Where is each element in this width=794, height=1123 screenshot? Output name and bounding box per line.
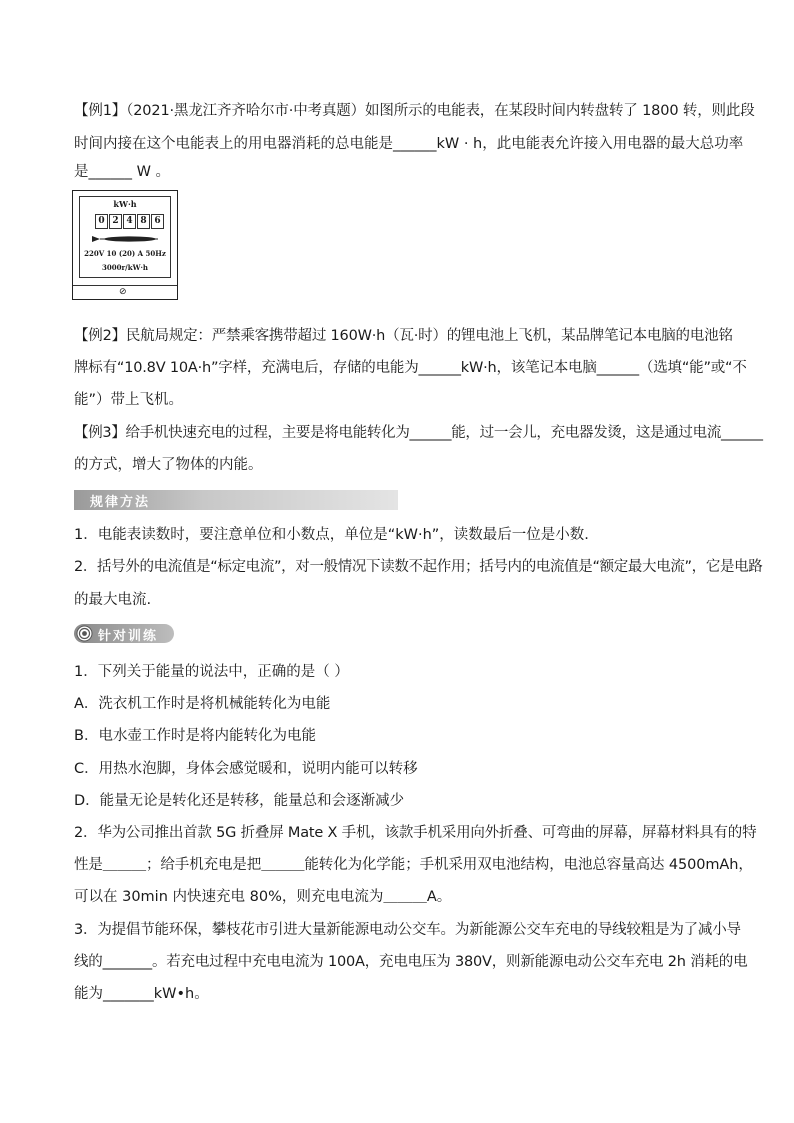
- method-line-1: 1．电能表读数时，要注意单位和小数点，单位是“kW·h”，读数最后一位是小数.: [74, 527, 589, 543]
- method-section-banner: [74, 490, 398, 510]
- meter-faceplate: [79, 196, 171, 278]
- training-section-title: 针对训练: [98, 629, 159, 644]
- meter-spec-rating: 220V 10 (20) A 50Hz: [84, 249, 166, 258]
- example-1-line-1: 【例1】（2021·黑龙江齐齐哈尔市·中考真题）如图所示的电能表，在某段时间内转盘转了 1800 转，则此段: [74, 103, 755, 119]
- meter-spec-constant: 3000r/kW·h: [102, 263, 148, 272]
- training-line: 线的_______。若充电过程中充电电流为 100A，充电电压为 380V，则新能源电动公交车充电 2h 消耗的电: [74, 954, 748, 970]
- example-2-line-2: 牌标有“10.8V 10A·h”字样，充满电后，存储的电能为______kW·h，该笔记本电脑______（选填“能”或“不: [74, 360, 747, 376]
- meter-digit: 2: [109, 214, 122, 229]
- training-line: 性是＿＿＿；给手机充电是把＿＿＿能转化为化学能；手机采用双电池结构，电池总容量高达 4500mAh，: [74, 857, 753, 873]
- meter-unit-label: kW·h: [113, 199, 137, 209]
- electricity-meter-figure: [72, 190, 178, 300]
- training-section-badge: [74, 624, 174, 643]
- rotation-arrow-icon: [92, 235, 160, 243]
- meter-divider: [73, 285, 177, 286]
- example-1-line-2: 时间内接在这个电能表上的用电器消耗的总电能是______kW · h，此电能表允许接入用电器的最大总功率: [74, 136, 744, 152]
- method-section-title: 规律方法: [90, 495, 151, 510]
- method-line-3: 的最大电流.: [74, 592, 152, 608]
- example-2-line-3: 能”）带上飞机。: [74, 392, 184, 408]
- meter-digit-decimal: 6: [151, 214, 164, 229]
- training-line: 2．华为公司推出首款 5G 折叠屏 Mate X 手机，该款手机采用向外折叠、可弯曲的屏幕，屏幕材料具有的特: [74, 825, 757, 841]
- training-line: C．用热水泡脚，身体会感觉暖和，说明内能可以转移: [74, 761, 418, 777]
- method-line-2: 2．括号外的电流值是“标定电流”，对一般情况下读数不起作用；括号内的电流值是“额定最大电流”，它是电路: [74, 559, 763, 575]
- training-line: 可以在 30min 内快速充电 80%，则充电电流为＿＿＿A。: [74, 889, 452, 905]
- training-line: 能为_______kW•h。: [74, 986, 209, 1002]
- screw-icon: ⊘: [119, 287, 127, 297]
- example-2-line-1: 【例2】民航局规定：严禁乘客携带超过 160W·h（瓦·时）的锂电池上飞机，某品牌笔记本电脑的电池铭: [74, 328, 733, 344]
- meter-digit: 0: [95, 214, 108, 229]
- training-line: B．电水壶工作时是将内能转化为电能: [74, 728, 316, 744]
- training-line: A．洗衣机工作时是将机械能转化为电能: [74, 696, 331, 712]
- example-3-line-1: 【例3】给手机快速充电的过程，主要是将电能转化为______能，过一会儿，充电器发烫，这是通过电流______: [74, 425, 763, 441]
- training-line: 1．下列关于能量的说法中，正确的是（ ）: [74, 664, 349, 680]
- target-icon: [76, 625, 93, 642]
- meter-digit: 4: [123, 214, 136, 229]
- meter-digit: 8: [137, 214, 150, 229]
- example-1-line-3: 是______ W 。: [74, 164, 171, 180]
- meter-digit-row: [95, 214, 165, 229]
- training-line: 3．为提倡节能环保，攀枝花市引进大量新能源电动公交车。为新能源公交车充电的导线较粗是为了减小导: [74, 922, 741, 938]
- training-line: D．能量无论是转化还是转移，能量总和会逐渐减少: [74, 793, 405, 809]
- example-3-line-2: 的方式，增大了物体的内能。: [74, 457, 263, 473]
